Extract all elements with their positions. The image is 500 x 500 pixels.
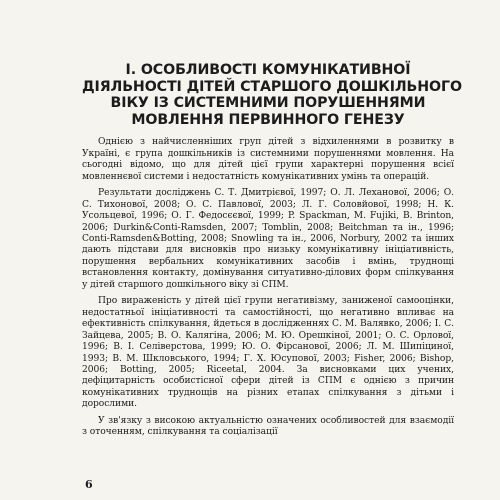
section-heading (82, 62, 462, 128)
heading-line: ДІЯЛЬНОСТІ ДІТЕЙ СТАРШОГО ДОШКІЛЬНОГО (82, 78, 462, 95)
heading-line: МОВЛЕННЯ ПЕРВИННОГО ГЕНЕЗУ (131, 111, 405, 128)
body-paragraph: Однією з найчисленніших груп дітей з відхиленнями в розвитку в Україні, є група дошкільників із системними порушеннями мовлення. На сьогодні відомо, що для дітей цієї групи характерні порушення всієї мовленнєвої системи і недостатність комунікативних умінь та операцій. (82, 137, 454, 182)
heading-line: ВІКУ ІЗ СИСТЕМНИМИ ПОРУШЕННЯМИ (110, 95, 426, 112)
body-paragraph: Результати досліджень С. Т. Дмитрієвої, 1997; О. Л. Леханової, 2006; О. С. Тихонової, 2008; О. С. Павлової, 2003; Л. Г. Соловйової, 1998; Н. К. Усольцевої, 1996; О. Г. Федосєєвої, 1999; P. Spackman, M. Fujiki, B. Brinton, 2006; Durkin&Conti-Ramsden, 2007; Tomblin, 2008; Beitchman та ін., 1996; Conti-Ramsden&Botting, 2008; Snowling та ін., 2006, Norbury, 2002 та інших дають підстави для висновків про низьку комунікативну ініціативність, порушення вербальних комунікативних засобів і вмінь, труднощі встановлення контакту, домінування ситуативно-ділових форм спілкування у дітей старшого дошкільного віку зі СПМ. (82, 188, 454, 290)
heading-line: І. ОСОБЛИВОСТІ КОМУНІКАТИВНОЇ (125, 62, 411, 78)
page-number: 6 (85, 478, 93, 491)
body-paragraph: У зв'язку з високою актуальністю означених особливостей для взаємодії з оточенням, спілкування та соціалізації (82, 415, 454, 438)
body-paragraph: Про вираженість у дітей цієї групи негативізму, заниженої самооцінки, недостатньої ініціативності та самостійності, що негативно впливає на ефективність спілкування, йдеться в дослідженнях С. М. Валявко, 2006; І. С. Зайцева, 2005; В. О. Калягіна, 2006; М. Ю. Орешкіної, 2001; О. С. Орлової, 1996; В. І. Селіверстова, 1999; Ю. О. Фірсанової, 2006; Л. М. Шипіциної, 1993; В. М. Шкловського, 1994; Г. Х. Юсупової, 2003; Fisher, 2006; Bishop, 2006; Botting, 2005; Riceetal, 2004. За висновками цих учених, дефіцитарність особистісної сфери дітей із СПМ є однією з причин комунікативних труднощів на різних етапах спілкування з дітьми і дорослими. (82, 296, 454, 410)
